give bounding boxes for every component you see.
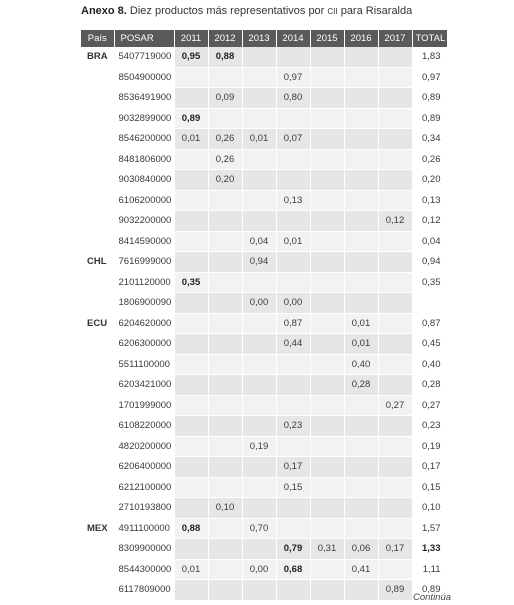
- year-value-cell: [378, 231, 412, 252]
- year-value-cell: [378, 477, 412, 498]
- year-value-cell: [310, 498, 344, 519]
- posar-code-cell: 2710193800: [114, 498, 174, 519]
- table-row: [81, 457, 447, 478]
- year-value-cell: 0,80: [276, 88, 310, 109]
- year-value-cell: [208, 293, 242, 314]
- year-value-cell: [208, 559, 242, 580]
- year-value-cell: [276, 149, 310, 170]
- column-header: 2016: [344, 30, 378, 47]
- year-value-cell: 0,95: [174, 47, 208, 67]
- year-value-cell: [276, 108, 310, 129]
- year-value-cell: 0,89: [174, 108, 208, 129]
- posar-code-cell: 8309900000: [114, 539, 174, 560]
- year-value-cell: [378, 272, 412, 293]
- caption-prefix: Anexo 8.: [81, 5, 127, 17]
- year-value-cell: [344, 293, 378, 314]
- year-value-cell: [242, 498, 276, 519]
- table-row: [81, 293, 447, 314]
- year-value-cell: [174, 498, 208, 519]
- year-value-cell: [208, 457, 242, 478]
- year-value-cell: 0,01: [242, 129, 276, 150]
- year-value-cell: [378, 293, 412, 314]
- year-value-cell: [208, 67, 242, 88]
- year-value-cell: 0,15: [276, 477, 310, 498]
- table-row: [81, 375, 447, 396]
- year-value-cell: [344, 88, 378, 109]
- table-caption: [81, 5, 412, 17]
- year-value-cell: [310, 88, 344, 109]
- posar-code-cell: 6206400000: [114, 457, 174, 478]
- year-value-cell: [378, 190, 412, 211]
- year-value-cell: [242, 272, 276, 293]
- year-value-cell: [276, 375, 310, 396]
- year-value-cell: [310, 395, 344, 416]
- total-cell: 0,89: [412, 88, 447, 109]
- year-value-cell: [208, 313, 242, 334]
- year-value-cell: [344, 252, 378, 273]
- year-value-cell: 0,88: [174, 518, 208, 539]
- caption-text-before: Diez productos más representativos por: [126, 5, 328, 17]
- total-cell: 0,27: [412, 395, 447, 416]
- total-cell: 0,26: [412, 149, 447, 170]
- year-value-cell: 0,10: [208, 498, 242, 519]
- year-value-cell: 0,23: [276, 416, 310, 437]
- year-value-cell: [378, 416, 412, 437]
- posar-code-cell: 6212100000: [114, 477, 174, 498]
- column-header: 2012: [208, 30, 242, 47]
- year-value-cell: 0,26: [208, 129, 242, 150]
- table-row: [81, 149, 447, 170]
- year-value-cell: [344, 457, 378, 478]
- year-value-cell: [276, 498, 310, 519]
- posar-code-cell: 7616999000: [114, 252, 174, 273]
- year-value-cell: 0,79: [276, 539, 310, 560]
- year-value-cell: 0,00: [242, 293, 276, 314]
- table-row: [81, 539, 447, 560]
- year-value-cell: [310, 457, 344, 478]
- total-cell: 1,11: [412, 559, 447, 580]
- year-value-cell: 0,27: [378, 395, 412, 416]
- year-value-cell: 0,17: [378, 539, 412, 560]
- table-row: [81, 498, 447, 519]
- year-value-cell: [174, 313, 208, 334]
- total-cell: 1,57: [412, 518, 447, 539]
- year-value-cell: [242, 67, 276, 88]
- year-value-cell: 0,26: [208, 149, 242, 170]
- year-value-cell: [174, 416, 208, 437]
- table-row: [81, 88, 447, 109]
- table-row: [81, 416, 447, 437]
- year-value-cell: [344, 190, 378, 211]
- year-value-cell: [276, 518, 310, 539]
- year-value-cell: 0,13: [276, 190, 310, 211]
- column-header: POSAR: [114, 30, 174, 47]
- year-value-cell: [242, 313, 276, 334]
- year-value-cell: [310, 149, 344, 170]
- year-value-cell: [208, 539, 242, 560]
- year-value-cell: [242, 108, 276, 129]
- year-value-cell: [378, 129, 412, 150]
- total-cell: 0,13: [412, 190, 447, 211]
- year-value-cell: [344, 477, 378, 498]
- total-cell: 0,20: [412, 170, 447, 191]
- year-value-cell: [344, 518, 378, 539]
- year-value-cell: 0,01: [344, 334, 378, 355]
- year-value-cell: [208, 211, 242, 232]
- table-row: [81, 354, 447, 375]
- year-value-cell: [378, 108, 412, 129]
- year-value-cell: 0,70: [242, 518, 276, 539]
- posar-code-cell: 9032200000: [114, 211, 174, 232]
- posar-code-cell: 5511100000: [114, 354, 174, 375]
- year-value-cell: 0,06: [344, 539, 378, 560]
- year-value-cell: [208, 190, 242, 211]
- year-value-cell: [344, 67, 378, 88]
- header-row: [81, 30, 447, 47]
- total-cell: 0,97: [412, 67, 447, 88]
- year-value-cell: [174, 190, 208, 211]
- year-value-cell: [242, 395, 276, 416]
- year-value-cell: [344, 47, 378, 67]
- year-value-cell: [310, 375, 344, 396]
- year-value-cell: [378, 498, 412, 519]
- year-value-cell: [208, 108, 242, 129]
- posar-code-cell: 6203421000: [114, 375, 174, 396]
- posar-code-cell: 6106200000: [114, 190, 174, 211]
- year-value-cell: [174, 580, 208, 601]
- caption-text-after: para Risaralda: [337, 5, 413, 17]
- year-value-cell: [378, 149, 412, 170]
- year-value-cell: [208, 416, 242, 437]
- posar-code-cell: 6108220000: [114, 416, 174, 437]
- year-value-cell: [174, 293, 208, 314]
- year-value-cell: 0,88: [208, 47, 242, 67]
- year-value-cell: [174, 436, 208, 457]
- country-cell: CHL: [81, 252, 114, 314]
- posar-code-cell: 8546200000: [114, 129, 174, 150]
- total-cell: [412, 293, 447, 314]
- year-value-cell: [344, 580, 378, 601]
- year-value-cell: [310, 211, 344, 232]
- year-value-cell: [242, 477, 276, 498]
- year-value-cell: [174, 334, 208, 355]
- total-cell: 0,12: [412, 211, 447, 232]
- country-cell: MEX: [81, 518, 114, 600]
- table-row: [81, 436, 447, 457]
- year-value-cell: [378, 334, 412, 355]
- posar-code-cell: 9030840000: [114, 170, 174, 191]
- posar-code-cell: 2101120000: [114, 272, 174, 293]
- year-value-cell: [276, 272, 310, 293]
- total-cell: 0,23: [412, 416, 447, 437]
- year-value-cell: [310, 252, 344, 273]
- year-value-cell: [174, 170, 208, 191]
- year-value-cell: [344, 108, 378, 129]
- posar-code-cell: 1701999000: [114, 395, 174, 416]
- year-value-cell: 0,00: [242, 559, 276, 580]
- year-value-cell: [276, 354, 310, 375]
- year-value-cell: [208, 375, 242, 396]
- table-row: [81, 211, 447, 232]
- table-row: [81, 272, 447, 293]
- year-value-cell: 0,01: [276, 231, 310, 252]
- table-row: [81, 580, 447, 601]
- year-value-cell: [378, 354, 412, 375]
- posar-code-cell: 9032899000: [114, 108, 174, 129]
- year-value-cell: [344, 149, 378, 170]
- posar-code-cell: 4911100000: [114, 518, 174, 539]
- total-cell: 1,33: [412, 539, 447, 560]
- year-value-cell: [344, 498, 378, 519]
- year-value-cell: [378, 436, 412, 457]
- year-value-cell: [242, 170, 276, 191]
- total-cell: 0,17: [412, 457, 447, 478]
- year-value-cell: [242, 149, 276, 170]
- year-value-cell: 0,00: [276, 293, 310, 314]
- year-value-cell: [242, 211, 276, 232]
- posar-code-cell: 4820200000: [114, 436, 174, 457]
- year-value-cell: [174, 477, 208, 498]
- table-row: [81, 252, 447, 273]
- total-cell: 0,87: [412, 313, 447, 334]
- total-cell: 0,89: [412, 580, 447, 601]
- year-value-cell: [174, 231, 208, 252]
- year-value-cell: 0,94: [242, 252, 276, 273]
- year-value-cell: [310, 231, 344, 252]
- year-value-cell: [276, 211, 310, 232]
- total-cell: 0,28: [412, 375, 447, 396]
- year-value-cell: [174, 354, 208, 375]
- caption-abbrev: CII: [327, 7, 338, 16]
- year-value-cell: [208, 477, 242, 498]
- year-value-cell: 0,01: [174, 129, 208, 150]
- year-value-cell: [242, 416, 276, 437]
- total-cell: 0,89: [412, 108, 447, 129]
- total-cell: 0,04: [412, 231, 447, 252]
- country-cell: ECU: [81, 313, 114, 518]
- year-value-cell: [242, 375, 276, 396]
- year-value-cell: [276, 580, 310, 601]
- table-row: [81, 108, 447, 129]
- posar-code-cell: 6117809000: [114, 580, 174, 601]
- year-value-cell: 0,04: [242, 231, 276, 252]
- year-value-cell: [276, 395, 310, 416]
- column-header: 2014: [276, 30, 310, 47]
- year-value-cell: [174, 67, 208, 88]
- table-row: [81, 170, 447, 191]
- year-value-cell: [310, 67, 344, 88]
- year-value-cell: [378, 88, 412, 109]
- posar-code-cell: 8536491900: [114, 88, 174, 109]
- posar-code-cell: 5407719000: [114, 47, 174, 67]
- year-value-cell: [174, 149, 208, 170]
- table-row: [81, 477, 447, 498]
- year-value-cell: [344, 436, 378, 457]
- year-value-cell: [378, 313, 412, 334]
- posar-code-cell: 8544300000: [114, 559, 174, 580]
- year-value-cell: [208, 272, 242, 293]
- year-value-cell: [310, 477, 344, 498]
- year-value-cell: 0,89: [378, 580, 412, 601]
- year-value-cell: [276, 170, 310, 191]
- column-header: 2017: [378, 30, 412, 47]
- year-value-cell: [310, 293, 344, 314]
- year-value-cell: [378, 559, 412, 580]
- year-value-cell: [310, 334, 344, 355]
- year-value-cell: [208, 395, 242, 416]
- column-header: 2015: [310, 30, 344, 47]
- posar-code-cell: 1806900090: [114, 293, 174, 314]
- year-value-cell: [344, 231, 378, 252]
- posar-code-cell: 6206300000: [114, 334, 174, 355]
- year-value-cell: [310, 559, 344, 580]
- year-value-cell: [242, 47, 276, 67]
- year-value-cell: [242, 580, 276, 601]
- total-cell: 1,83: [412, 47, 447, 67]
- year-value-cell: [378, 457, 412, 478]
- posar-code-cell: 8481806000: [114, 149, 174, 170]
- continua-label: Continúa: [413, 592, 452, 603]
- column-header: TOTAL: [412, 30, 447, 47]
- year-value-cell: 0,68: [276, 559, 310, 580]
- year-value-cell: [310, 272, 344, 293]
- year-value-cell: [276, 47, 310, 67]
- year-value-cell: 0,44: [276, 334, 310, 355]
- year-value-cell: [242, 334, 276, 355]
- year-value-cell: [310, 47, 344, 67]
- year-value-cell: [242, 190, 276, 211]
- year-value-cell: [276, 436, 310, 457]
- table-row: [81, 47, 447, 67]
- table-header: [81, 30, 447, 47]
- year-value-cell: 0,97: [276, 67, 310, 88]
- column-header: 2011: [174, 30, 208, 47]
- table-row: [81, 334, 447, 355]
- year-value-cell: [310, 108, 344, 129]
- year-value-cell: [174, 539, 208, 560]
- year-value-cell: 0,87: [276, 313, 310, 334]
- year-value-cell: [208, 231, 242, 252]
- total-cell: 0,40: [412, 354, 447, 375]
- year-value-cell: [310, 416, 344, 437]
- products-table: [81, 30, 448, 601]
- table-body: [81, 47, 447, 600]
- year-value-cell: [174, 211, 208, 232]
- year-value-cell: [344, 272, 378, 293]
- table-row: [81, 67, 447, 88]
- year-value-cell: 0,01: [174, 559, 208, 580]
- column-header: País: [81, 30, 114, 47]
- year-value-cell: [310, 313, 344, 334]
- year-value-cell: [310, 129, 344, 150]
- year-value-cell: 0,40: [344, 354, 378, 375]
- year-value-cell: [242, 354, 276, 375]
- year-value-cell: [174, 375, 208, 396]
- year-value-cell: [310, 190, 344, 211]
- total-cell: 0,45: [412, 334, 447, 355]
- year-value-cell: [174, 395, 208, 416]
- posar-code-cell: 6204620000: [114, 313, 174, 334]
- year-value-cell: [344, 211, 378, 232]
- year-value-cell: 0,17: [276, 457, 310, 478]
- year-value-cell: [208, 354, 242, 375]
- table-row: [81, 395, 447, 416]
- year-value-cell: [208, 252, 242, 273]
- total-cell: 0,34: [412, 129, 447, 150]
- posar-code-cell: 8504900000: [114, 67, 174, 88]
- total-cell: 0,10: [412, 498, 447, 519]
- column-header: 2013: [242, 30, 276, 47]
- year-value-cell: 0,31: [310, 539, 344, 560]
- year-value-cell: 0,09: [208, 88, 242, 109]
- year-value-cell: [208, 436, 242, 457]
- year-value-cell: 0,01: [344, 313, 378, 334]
- total-cell: 0,19: [412, 436, 447, 457]
- total-cell: 0,15: [412, 477, 447, 498]
- year-value-cell: [378, 170, 412, 191]
- year-value-cell: [174, 457, 208, 478]
- year-value-cell: 0,35: [174, 272, 208, 293]
- year-value-cell: 0,28: [344, 375, 378, 396]
- year-value-cell: [310, 580, 344, 601]
- year-value-cell: 0,20: [208, 170, 242, 191]
- year-value-cell: [378, 518, 412, 539]
- table-row: [81, 231, 447, 252]
- year-value-cell: [344, 416, 378, 437]
- year-value-cell: [344, 395, 378, 416]
- year-value-cell: [310, 354, 344, 375]
- year-value-cell: [344, 170, 378, 191]
- year-value-cell: 0,19: [242, 436, 276, 457]
- table-row: [81, 518, 447, 539]
- year-value-cell: [378, 252, 412, 273]
- year-value-cell: [310, 170, 344, 191]
- year-value-cell: [344, 129, 378, 150]
- year-value-cell: [174, 88, 208, 109]
- table-row: [81, 190, 447, 211]
- total-cell: 0,94: [412, 252, 447, 273]
- year-value-cell: [174, 252, 208, 273]
- total-cell: 0,35: [412, 272, 447, 293]
- year-value-cell: [310, 436, 344, 457]
- year-value-cell: [276, 252, 310, 273]
- table-row: [81, 559, 447, 580]
- table-row: [81, 313, 447, 334]
- table-row: [81, 129, 447, 150]
- year-value-cell: 0,41: [344, 559, 378, 580]
- year-value-cell: [208, 518, 242, 539]
- posar-code-cell: 8414590000: [114, 231, 174, 252]
- country-cell: BRA: [81, 47, 114, 252]
- year-value-cell: [242, 539, 276, 560]
- year-value-cell: [208, 580, 242, 601]
- year-value-cell: 0,12: [378, 211, 412, 232]
- year-value-cell: [378, 375, 412, 396]
- year-value-cell: [378, 47, 412, 67]
- year-value-cell: [242, 88, 276, 109]
- year-value-cell: 0,07: [276, 129, 310, 150]
- year-value-cell: [310, 518, 344, 539]
- year-value-cell: [242, 457, 276, 478]
- year-value-cell: [378, 67, 412, 88]
- year-value-cell: [208, 334, 242, 355]
